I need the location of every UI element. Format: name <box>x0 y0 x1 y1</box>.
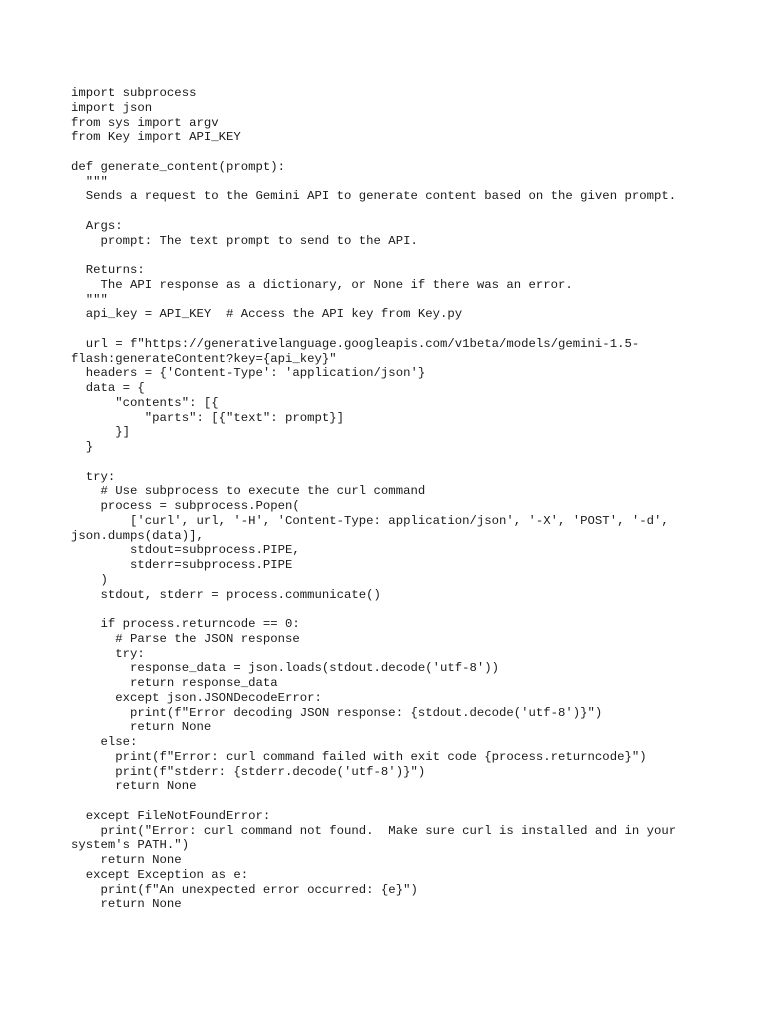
code-line: json.dumps(data)], <box>71 528 204 543</box>
code-line: data = { <box>71 381 145 395</box>
code-line: "contents": [{ <box>71 395 219 410</box>
code-line: system's PATH.") <box>71 838 190 853</box>
code-line: stderr=subprocess.PIPE <box>71 558 293 572</box>
code-line: return None <box>71 897 182 912</box>
code-line <box>71 204 711 219</box>
code-line: return None <box>71 779 197 794</box>
code-line: response_data = json.loads(stdout.decode('utf-8')) <box>71 661 500 676</box>
code-line: print(f"Error decoding JSON response: {stdout.decode('utf-8')}") <box>71 705 603 720</box>
code-line: The API response as a dictionary, or None if there was an error. <box>71 277 573 292</box>
code-line: # Parse the JSON response <box>71 631 300 646</box>
code-line: "parts": [{"text": prompt}] <box>71 410 345 425</box>
code-line: except Exception as e: <box>71 867 249 882</box>
code-line: try: <box>71 469 116 484</box>
code-line: flash:generateContent?key={api_key}" <box>71 351 337 366</box>
code-line <box>71 455 711 470</box>
code-line: except json.JSONDecodeError: <box>71 690 322 705</box>
code-line: from sys import argv <box>71 115 219 130</box>
code-line <box>71 145 711 160</box>
code-line: # Use subprocess to execute the curl command <box>71 484 426 499</box>
code-line: ['curl', url, '-H', 'Content-Type: application/json', '-X', 'POST', '-d', <box>71 513 669 528</box>
code-line: if process.returncode == 0: <box>71 617 300 631</box>
code-line: api_key = API_KEY # Access the API key from Key.py <box>71 307 463 322</box>
code-line: headers = {'Content-Type': 'application/json'} <box>71 366 426 381</box>
code-line <box>71 322 711 337</box>
code-line: print("Error: curl command not found. Make sure curl is installed and in your <box>71 823 677 838</box>
code-line: import json <box>71 100 153 115</box>
code-line <box>71 602 711 617</box>
code-line: print(f"An unexpected error occurred: {e}") <box>71 882 418 897</box>
code-line: } <box>71 440 94 454</box>
code-line: else: <box>71 735 138 749</box>
code-line: print(f"Error: curl command failed with exit code {process.returncode}") <box>71 749 647 764</box>
code-line: prompt: The text prompt to send to the API. <box>71 233 418 248</box>
code-line: Returns: <box>71 263 145 277</box>
code-line: process = subprocess.Popen( <box>71 499 300 513</box>
code-line: ) <box>71 572 108 587</box>
code-line: Sends a request to the Gemini API to generate content based on the given prompt. <box>71 189 677 204</box>
code-line: """ <box>71 174 108 189</box>
code-block <box>71 86 711 912</box>
code-line <box>71 248 711 263</box>
code-line: Args: <box>71 218 123 233</box>
code-line: return None <box>71 853 182 867</box>
code-line: import subprocess <box>71 86 197 100</box>
code-line: try: <box>71 646 145 661</box>
code-line: stdout=subprocess.PIPE, <box>71 543 300 558</box>
code-line: def generate_content(prompt): <box>71 159 286 174</box>
code-line: return None <box>71 720 212 735</box>
code-line <box>71 794 711 809</box>
code-line: stdout, stderr = process.communicate() <box>71 587 381 602</box>
code-line: from Key import API_KEY <box>71 130 241 145</box>
code-line: return response_data <box>71 676 278 690</box>
code-line: print(f"stderr: {stderr.decode('utf-8')}") <box>71 764 426 779</box>
code-line: url = f"https://generativelanguage.googleapis.com/v1beta/models/gemini-1.5- <box>71 336 640 351</box>
code-line: }] <box>71 425 131 440</box>
code-line: except FileNotFoundError: <box>71 808 271 823</box>
code-line: """ <box>71 292 108 307</box>
